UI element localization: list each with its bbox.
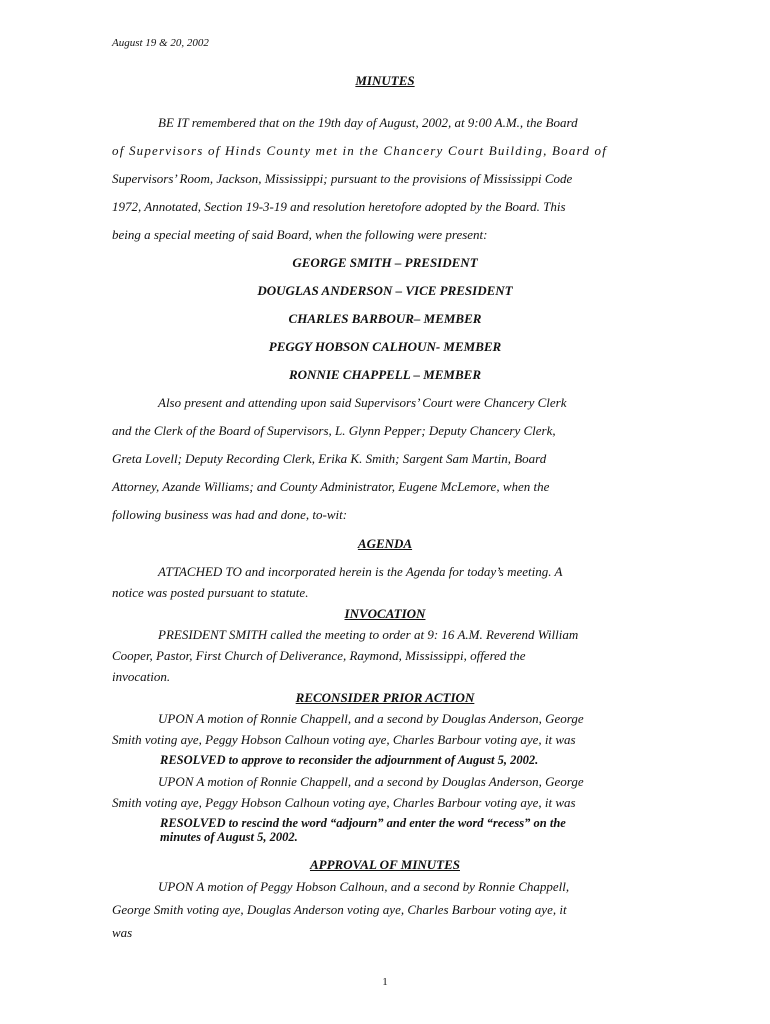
also-present-line: and the Clerk of the Board of Supervisors, L. Glynn Pepper; Deputy Chancery Clerk,	[112, 423, 556, 438]
intro-line: being a special meeting of said Board, when the following were present:	[112, 227, 488, 242]
also-present-line: Greta Lovell; Deputy Recording Clerk, Erika K. Smith; Sargent Sam Martin, Board	[112, 451, 547, 466]
motion-line: UPON A motion of Ronnie Chappell, and a second by Douglas Anderson, George	[158, 711, 584, 726]
also-present-line: following business was had and done, to-wit:	[112, 507, 348, 522]
reconsider-motion-2	[112, 774, 658, 816]
reconsider-heading: RECONSIDER PRIOR ACTION	[295, 690, 475, 705]
member-chappell: RONNIE CHAPPELL – MEMBER	[288, 367, 482, 382]
intro-line: 1972, Annotated, Section 19-3-19 and resolution heretofore adopted by the Board. This	[112, 199, 566, 214]
member-president: GEORGE SMITH – PRESIDENT	[292, 255, 478, 270]
agenda-heading: AGENDA	[357, 536, 413, 551]
agenda-paragraph	[112, 564, 658, 606]
invocation-paragraph	[112, 627, 658, 690]
motion-line: Smith voting aye, Peggy Hobson Calhoun voting aye, Charles Barbour voting aye, it was	[112, 732, 576, 747]
minutes-title: MINUTES	[355, 73, 415, 88]
intro-line: BE IT remembered that on the 19th day of August, 2002, at 9:00 A.M., the Board	[158, 115, 578, 130]
member-calhoun: PEGGY HOBSON CALHOUN- MEMBER	[268, 339, 502, 354]
intro-line: of Supervisors of Hinds County met in the Chancery Court Building, Board of	[112, 143, 608, 158]
intro-paragraph	[112, 115, 658, 255]
approval-line: was	[112, 925, 133, 940]
invocation-line: Cooper, Pastor, First Church of Deliverance, Raymond, Mississippi, offered the	[112, 648, 526, 663]
also-present-paragraph	[112, 395, 658, 535]
motion-line: Smith voting aye, Peggy Hobson Calhoun voting aye, Charles Barbour voting aye, it was	[112, 795, 576, 810]
member-barbour: CHARLES BARBOUR– MEMBER	[288, 311, 482, 326]
intro-line: Supervisors’ Room, Jackson, Mississippi; pursuant to the provisions of Mississippi Code	[112, 171, 573, 186]
resolved-line: minutes of August 5, 2002.	[160, 830, 298, 844]
motion-line: UPON A motion of Ronnie Chappell, and a second by Douglas Anderson, George	[158, 774, 584, 789]
resolved-reconsider: RESOLVED to approve to reconsider the adjournment of August 5, 2002.	[160, 753, 539, 767]
also-present-line: Attorney, Azande Williams; and County Administrator, Eugene McLemore, when the	[112, 479, 550, 494]
also-present-line: Also present and attending upon said Supervisors’ Court were Chancery Clerk	[158, 395, 567, 410]
member-vice-president: DOUGLAS ANDERSON – VICE PRESIDENT	[257, 283, 513, 298]
approval-line: UPON A motion of Peggy Hobson Calhoun, and a second by Ronnie Chappell,	[158, 879, 570, 894]
approval-heading: APPROVAL OF MINUTES	[309, 857, 460, 872]
agenda-line: notice was posted pursuant to statute.	[112, 585, 309, 600]
resolved-rescind	[160, 816, 658, 844]
invocation-heading: INVOCATION	[344, 606, 426, 621]
invocation-line: PRESIDENT SMITH called the meeting to order at 9: 16 A.M. Reverend William	[158, 627, 579, 642]
agenda-line: ATTACHED TO and incorporated herein is the Agenda for today’s meeting. A	[158, 564, 563, 579]
approval-paragraph	[112, 879, 658, 948]
page-number: 1	[382, 976, 388, 988]
reconsider-motion-1	[112, 711, 658, 753]
invocation-line: invocation.	[112, 669, 171, 684]
approval-line: George Smith voting aye, Douglas Anderson voting aye, Charles Barbour voting aye, it	[112, 902, 567, 917]
document-date: August 19 & 20, 2002	[112, 37, 209, 49]
resolved-line: RESOLVED to rescind the word “adjourn” and enter the word “recess” on the	[160, 816, 566, 830]
